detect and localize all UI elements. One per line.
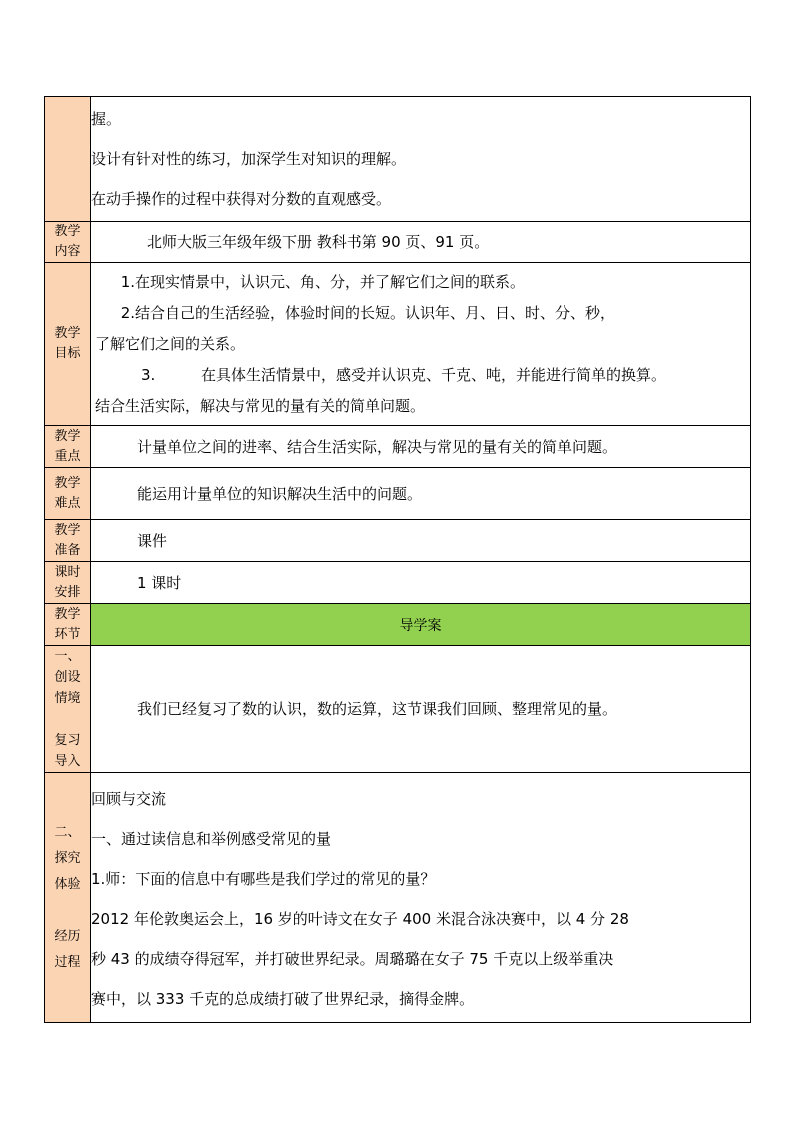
goal-item: 了解它们之间的关系。 [95, 334, 246, 353]
intro-line: 在动手操作的过程中获得对分数的直观感受。 [91, 190, 392, 208]
key-points-row [45, 426, 751, 468]
preparation-label: 教学 准备 [45, 520, 91, 562]
steps-label: 教学 环节 [45, 604, 91, 646]
key-points-label: 教学 重点 [45, 426, 91, 468]
section2-line: 2012 年伦敦奥运会上，16 岁的叶诗文在女子 400 米混合泳决赛中，以 4 分 28 [91, 910, 629, 928]
intro-line: 设计有针对性的练习，加深学生对知识的理解。 [91, 150, 407, 168]
steps-row [45, 604, 751, 646]
section2-line: 回顾与交流 [91, 790, 167, 808]
section2-line: 1.师：下面的信息中有哪些是我们学过的常见的量？ [91, 870, 436, 888]
difficulties-text: 能运用计量单位的知识解决生活中的问题。 [91, 468, 751, 520]
content-label: 教学 内容 [45, 222, 91, 263]
lesson-plan-table [44, 96, 751, 1023]
goals-label: 教学 目标 [45, 263, 91, 426]
section2-line: 赛中，以 333 千克的总成绩打破了世界纪录，摘得金牌。 [91, 990, 475, 1008]
section1-text: 我们已经复习了数的认识，数的运算，这节课我们回顾、整理常见的量。 [91, 646, 751, 773]
section2-line: 一、通过读信息和举例感受常见的量 [91, 830, 332, 848]
goal-item: 1.在现实情景中，认识元、角、分，并了解它们之间的联系。 [120, 272, 526, 291]
steps-header: 导学案 [91, 604, 751, 646]
schedule-row [45, 562, 751, 604]
intro-line: 握。 [91, 110, 122, 128]
intro-row [45, 97, 751, 222]
preparation-text: 课件 [91, 520, 751, 562]
goal-item: 3. 在具体生活情景中，感受并认识克、千克、吨，并能进行简单的换算。 [141, 365, 667, 384]
difficulties-row [45, 468, 751, 520]
preparation-row [45, 520, 751, 562]
intro-content-cell [91, 97, 751, 222]
schedule-text: 1 课时 [91, 562, 751, 604]
section2-content [91, 773, 751, 1023]
schedule-label: 课时 安排 [45, 562, 91, 604]
key-points-text: 计量单位之间的进率、结合生活实际，解决与常见的量有关的简单问题。 [91, 426, 751, 468]
section1-label: 一、 创设 情境 复习 导入 [45, 646, 91, 773]
goals-row [45, 263, 751, 426]
content-text: 北师大版三年级年级下册 教科书第 90 页、91 页。 [91, 222, 751, 263]
goal-item: 结合生活实际，解决与常见的量有关的简单问题。 [95, 396, 426, 415]
goals-content [91, 263, 751, 426]
goal-item: 2.结合自己的生活经验，体验时间的长短。认识年、月、日、时、分、秒， [120, 303, 616, 322]
content-row [45, 222, 751, 263]
section2-line: 秒 43 的成绩夺得冠军，并打破世界纪录。周璐璐在女子 75 千克以上级举重决 [91, 950, 614, 968]
section2-row [45, 773, 751, 1023]
difficulties-label: 教学 难点 [45, 468, 91, 520]
section1-row [45, 646, 751, 773]
intro-label-cell [45, 97, 91, 222]
section2-label: 二、 探究 体验 经历 过程 [45, 773, 91, 1023]
